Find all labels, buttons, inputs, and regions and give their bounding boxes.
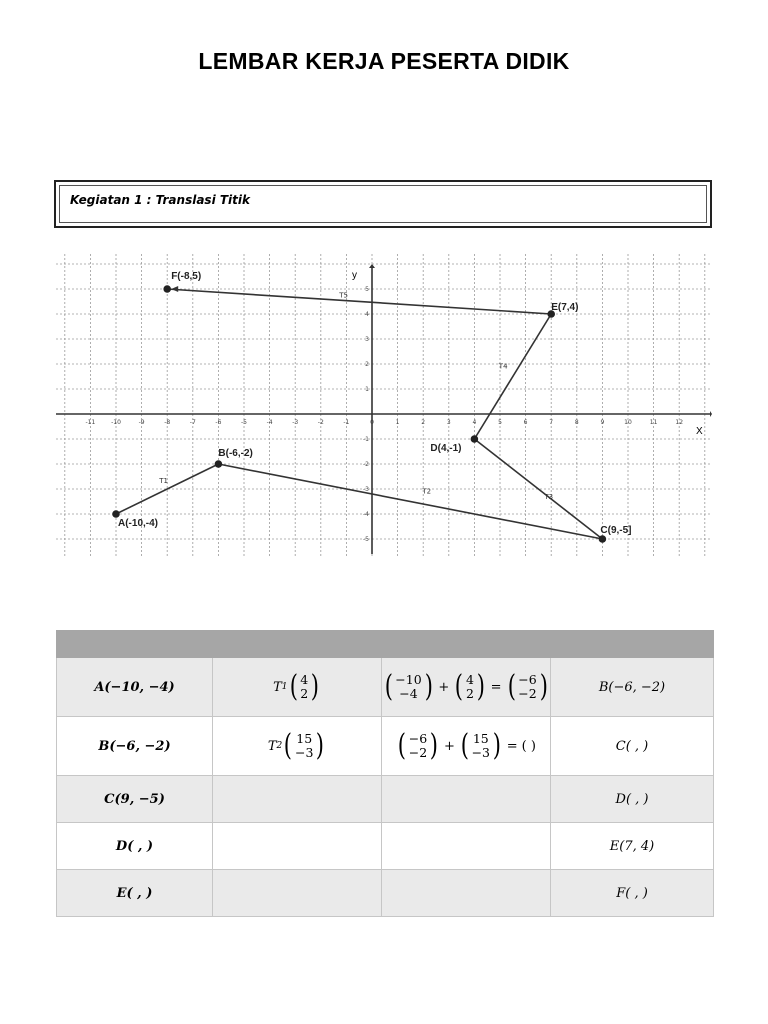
x-tick-label: -11 [85, 419, 96, 426]
x-tick-label: -7 [189, 419, 196, 426]
point-label: E(7,4) [551, 302, 579, 313]
result-point: C( , ) [551, 717, 714, 776]
x-tick-label: 10 [624, 419, 632, 426]
translation-label: T2 [422, 487, 432, 496]
start-point: A(−10, −4) [57, 658, 213, 717]
x-tick-label: -1 [343, 419, 350, 426]
x-tick-label: 12 [675, 419, 684, 426]
point-marker [215, 460, 223, 468]
x-axis-arrow [710, 411, 712, 417]
graph-grid [56, 254, 712, 556]
y-tick-label: 2 [365, 361, 369, 368]
arrow-head [171, 286, 178, 292]
y-tick-label: -2 [363, 461, 369, 468]
table-row [57, 658, 714, 717]
translation-calculation [382, 776, 551, 823]
translation-calculation: ( −6 −2 ) + ( 15 −3 ) = ( ) [382, 717, 551, 776]
point-label: B(-6,-2) [218, 448, 253, 459]
table-header-row [57, 631, 714, 658]
y-tick-label: 1 [365, 386, 369, 393]
translation-vector: T 2 ( 15 −3 ) [213, 717, 382, 776]
point-label: D(4,-1) [430, 443, 462, 454]
activity-title: Kegiatan 1 : Translasi Titik [70, 193, 250, 207]
y-tick-label: -4 [363, 511, 369, 518]
x-tick-label: 5 [498, 419, 502, 426]
start-point: D( , ) [57, 823, 213, 870]
translation-label: T4 [498, 362, 508, 371]
translation-calculation [382, 823, 551, 870]
table-row [57, 776, 714, 823]
x-tick-label: 0 [370, 419, 374, 426]
translation-vector [213, 823, 382, 870]
activity-header-box [54, 180, 712, 228]
translation-table [56, 630, 714, 917]
start-point: B(−6, −2) [57, 717, 213, 776]
translation-segment [218, 464, 602, 539]
translation-vector [213, 870, 382, 917]
translation-path [116, 286, 605, 539]
y-axis-arrow [369, 264, 375, 268]
result-point: E(7, 4) [551, 823, 714, 870]
y-tick-label: -3 [363, 486, 369, 493]
x-tick-label: 7 [549, 419, 554, 426]
translation-calculation: ( −10 −4 ) + ( 4 2 ) = ( −6 −2 ) [382, 658, 551, 717]
point-marker [112, 510, 120, 518]
table-row [57, 870, 714, 917]
x-tick-label: 11 [649, 419, 658, 426]
x-tick-label: -5 [241, 419, 247, 426]
point-marker [471, 435, 479, 443]
x-tick-label: -9 [138, 419, 145, 426]
x-tick-label: -4 [266, 419, 273, 426]
x-tick-label: -2 [317, 419, 324, 426]
y-tick-label: 5 [365, 286, 369, 293]
result-point: B(−6, −2) [551, 658, 714, 717]
translation-calculation [382, 870, 551, 917]
x-axis-label: X [696, 426, 703, 437]
point-marker [163, 285, 171, 293]
start-point: C(9, −5) [57, 776, 213, 823]
x-tick-label: -3 [292, 419, 299, 426]
result-point: D( , ) [551, 776, 714, 823]
start-point: E( , ) [57, 870, 213, 917]
point-marker [599, 535, 607, 543]
y-axis-label: y [352, 270, 357, 281]
x-tick-label: 8 [574, 419, 579, 426]
result-point: F( , ) [551, 870, 714, 917]
y-tick-label: -5 [363, 536, 369, 543]
translation-segment [167, 289, 551, 314]
y-tick-label: 4 [365, 311, 369, 318]
x-tick-label: -6 [215, 419, 222, 426]
x-tick-label: 2 [421, 419, 426, 426]
y-tick-label: -1 [363, 436, 369, 443]
point-label: A(-10,-4) [118, 518, 159, 529]
x-tick-label: 4 [472, 419, 477, 426]
x-tick-label: 6 [523, 419, 528, 426]
x-tick-label: 9 [600, 419, 605, 426]
y-tick-label: 3 [365, 336, 369, 343]
page-title: LEMBAR KERJA PESERTA DIDIK [198, 48, 570, 74]
table-row [57, 823, 714, 870]
point-label: C(9,-5] [600, 525, 632, 536]
graph-axes [56, 264, 712, 554]
table-row [57, 717, 714, 776]
translation-label: T3 [544, 493, 554, 501]
x-tick-label: -10 [111, 419, 121, 426]
translation-label: T1 [159, 477, 168, 485]
translation-vector [213, 776, 382, 823]
x-tick-label: 3 [446, 419, 451, 426]
point-label: F(-8,5) [171, 271, 202, 282]
x-tick-label: 1 [395, 419, 400, 426]
coordinate-graph [56, 254, 712, 556]
translation-vector: T 1 ( 4 2 ) [213, 658, 382, 717]
translation-label: T5 [339, 291, 348, 300]
translation-segment [474, 314, 554, 439]
x-tick-label: -8 [164, 419, 171, 426]
